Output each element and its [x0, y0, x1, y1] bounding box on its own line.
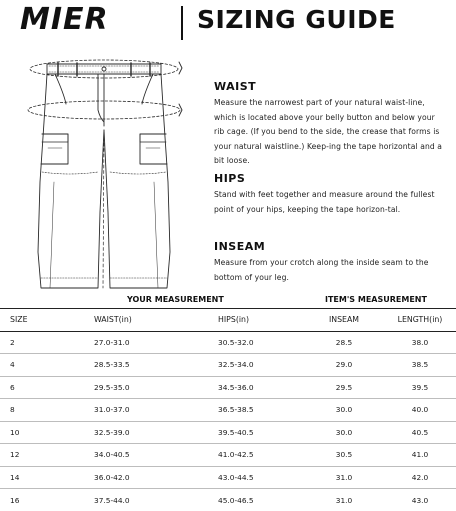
cell-length: 40.5: [384, 421, 456, 444]
cell-inseam: 30.0: [304, 421, 384, 444]
size-table-container: [0, 308, 456, 511]
cell-size: 6: [0, 376, 70, 399]
cell-hips: 30.5-32.0: [194, 331, 304, 354]
cell-waist: 28.5-33.5: [70, 354, 194, 377]
cell-waist: 37.5-44.0: [70, 489, 194, 511]
cell-hips: 36.5-38.5: [194, 399, 304, 422]
header: [0, 0, 456, 44]
brand-logo: MIER: [20, 2, 109, 37]
cell-length: 38.0: [384, 331, 456, 354]
col-header-size: SIZE: [0, 309, 70, 332]
cell-waist: 31.0-37.0: [70, 399, 194, 422]
cell-size: 12: [0, 444, 70, 467]
cell-hips: 34.5-36.0: [194, 376, 304, 399]
hips-heading: HIPS: [214, 172, 446, 185]
cell-waist: 32.5-39.0: [70, 421, 194, 444]
cell-hips: 39.5-40.5: [194, 421, 304, 444]
table-row: [0, 444, 456, 467]
cell-length: 42.0: [384, 466, 456, 489]
table-row: [0, 354, 456, 377]
your-measurement-label: YOUR MEASUREMENT: [127, 295, 224, 304]
cell-size: 16: [0, 489, 70, 511]
waist-text: Measure the narrowest part of your natural waist-line, which is located above your belly button and below your rib cage. (If you bend to the side, the crease that forms is your natural waistline.) Keep-ing the tape horizontal and a bit loose.: [214, 96, 446, 169]
inseam-section: [214, 240, 446, 285]
cell-length: 43.0: [384, 489, 456, 511]
cell-hips: 32.5-34.0: [194, 354, 304, 377]
cell-inseam: 29.0: [304, 354, 384, 377]
hips-text: Stand with feet together and measure around the fullest point of your hips, keeping the tape horizon-tal.: [214, 188, 446, 217]
cell-inseam: 30.0: [304, 399, 384, 422]
cargo-pants-illustration: [20, 52, 188, 297]
header-divider: [181, 6, 183, 40]
inseam-heading: INSEAM: [214, 240, 446, 253]
cell-inseam: 28.5: [304, 331, 384, 354]
table-row: [0, 489, 456, 511]
cargo-pants-icon: [20, 52, 188, 297]
cell-length: 41.0: [384, 444, 456, 467]
cell-hips: 41.0-42.5: [194, 444, 304, 467]
cell-inseam: 31.0: [304, 489, 384, 511]
cell-length: 40.0: [384, 399, 456, 422]
cell-length: 39.5: [384, 376, 456, 399]
cell-size: 10: [0, 421, 70, 444]
hips-section: [214, 172, 446, 217]
cell-size: 14: [0, 466, 70, 489]
col-header-hips: HIPS(in): [194, 309, 304, 332]
table-header-row: [0, 309, 456, 332]
cell-inseam: 30.5: [304, 444, 384, 467]
item-measurement-label: ITEM'S MEASUREMENT: [325, 295, 427, 304]
table-row: [0, 376, 456, 399]
cell-waist: 27.0-31.0: [70, 331, 194, 354]
page-title: SIZING GUIDE: [197, 5, 396, 34]
cell-size: 2: [0, 331, 70, 354]
cell-hips: 45.0-46.5: [194, 489, 304, 511]
waist-heading: WAIST: [214, 80, 446, 93]
inseam-text: Measure from your crotch along the inside seam to the bottom of your leg.: [214, 256, 446, 285]
cell-size: 8: [0, 399, 70, 422]
cell-inseam: 29.5: [304, 376, 384, 399]
cell-waist: 36.0-42.0: [70, 466, 194, 489]
cell-size: 4: [0, 354, 70, 377]
waist-section: [214, 80, 446, 169]
col-header-inseam: INSEAM: [304, 309, 384, 332]
table-row: [0, 331, 456, 354]
cell-hips: 43.0-44.5: [194, 466, 304, 489]
col-header-waist: WAIST(in): [70, 309, 194, 332]
table-row: [0, 466, 456, 489]
cell-inseam: 31.0: [304, 466, 384, 489]
table-row: [0, 421, 456, 444]
table-row: [0, 399, 456, 422]
cell-waist: 34.0-40.5: [70, 444, 194, 467]
col-header-length: LENGTH(in): [384, 309, 456, 332]
size-table: [0, 308, 456, 511]
cell-length: 38.5: [384, 354, 456, 377]
cell-waist: 29.5-35.0: [70, 376, 194, 399]
